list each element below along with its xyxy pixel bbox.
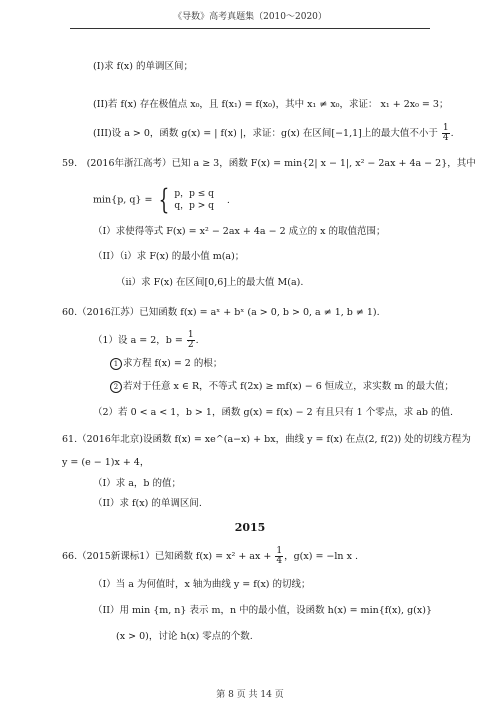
q60-sub2-text: 若对于任意 x ∈ R，不等式 f(2x) ≥ mf(x) − 6 恒成立，求实数 m 的最大值； [123, 381, 454, 392]
q59-cases [174, 188, 214, 212]
left-brace-icon: { [159, 183, 170, 216]
page-header: 《导数》高考真题集（2010～2020） [70, 6, 430, 29]
q58-part3 [93, 124, 500, 143]
circled-number-icon: 2 [110, 381, 122, 393]
q60-sub1 [110, 357, 500, 371]
q61-part1: （I）求 a，b 的值； [93, 478, 182, 489]
q66-stem-end: ，g(x) = −ln x . [284, 551, 358, 562]
page-footer: 第 8 页 共 14 页 [216, 690, 284, 700]
q60-part2: （2）若 0 < a < 1，b > 1，函数 g(x) = f(x) − 2 有且只有 1 个零点，求 ab 的值. [93, 407, 454, 418]
fraction-one-half [187, 331, 195, 350]
section-year-heading: 2015 [234, 521, 266, 534]
q58-part3-text: (III)设 a > 0，函数 g(x) = | f(x) |，求证：g(x) 在区间[−1,1]上的最大值不小于 [93, 128, 438, 139]
q60-stem: 60.（2016江苏）已知函数 f(x) = aˣ + bˣ (a > 0, b > 0, a ≠ 1, b ≠ 1). [62, 307, 380, 318]
q58-part2 [93, 98, 500, 112]
q66-stem-text: 66.（2015新课标1）已知函数 f(x) = x² + ax + [62, 551, 272, 562]
q61-part2: （II）求 f(x) 的单调区间. [93, 498, 202, 509]
q66-part2: （II）用 min {m, n} 表示 m，n 中的最小值，设函数 h(x) = min{f(x), g(x)} [93, 605, 432, 616]
q61-stem-cont: y = (e − 1)x + 4， [62, 457, 150, 468]
q58-part2-text: (II)若 f(x) 存在极值点 x₀，且 f(x₁) = f(x₀)，其中 x₁ ≠ x₀，求证： [93, 99, 378, 110]
q59-min-definition [93, 183, 500, 216]
q59-part2ii: （ii）求 F(x) 在区间[0,6]上的最大值 M(a). [116, 277, 304, 288]
q60-sub2 [110, 380, 500, 394]
q61-stem: 61.（2016年北京)设函数 f(x) = xe^(a−x) + bx，曲线 y = f(x) 在点(2, f(2)) 处的切线方程为 [62, 434, 471, 445]
fraction-denominator: 4 [276, 556, 283, 566]
fraction-numerator: 1 [442, 123, 449, 133]
q60-sub1-text: 求方程 f(x) = 2 的根； [123, 358, 223, 369]
q58-part3-end: . [450, 128, 454, 139]
circled-number-icon: 1 [110, 358, 122, 370]
q59-part1: （I）求使得等式 F(x) = x² − 2ax + 4a − 2 成立的 x 的取值范围； [93, 226, 386, 237]
fraction-one-quarter [275, 547, 283, 566]
q59-part2i: （II）（i）求 F(x) 的最小值 m(a)； [93, 251, 245, 262]
q60-part1 [93, 330, 500, 352]
fraction-one-quarter [442, 124, 450, 143]
fraction-numerator: 1 [276, 546, 283, 556]
q60-part1-text: （1）设 a = 2，b = [93, 335, 183, 346]
q59-min-label: min{p, q} = [93, 194, 153, 206]
q59-case-2: q，p > q [174, 201, 214, 211]
q58-part1: (I)求 f(x) 的单调区间； [93, 61, 193, 72]
q59-case-end: . [226, 194, 230, 206]
q59-stem: 59. (2016年浙江高考）已知 a ≥ 3，函数 F(x) = min{2| x − 1|, x² − 2ax + 4a − 2}，其中 [62, 158, 476, 169]
q60-part1-end: . [195, 335, 199, 346]
fraction-denominator: 4 [442, 133, 449, 143]
q66-stem [62, 546, 500, 568]
q66-part1: （I）当 a 为何值时，x 轴为曲线 y = f(x) 的切线； [93, 579, 311, 590]
fraction-denominator: 2 [187, 340, 194, 350]
q58-part2-result: x₁ + 2x₀ = 3； [380, 99, 449, 110]
q66-part2-cont: (x > 0)，讨论 h(x) 零点的个数. [116, 631, 253, 642]
q59-case-1: p，p ≤ q [174, 189, 214, 199]
fraction-numerator: 1 [187, 330, 194, 340]
